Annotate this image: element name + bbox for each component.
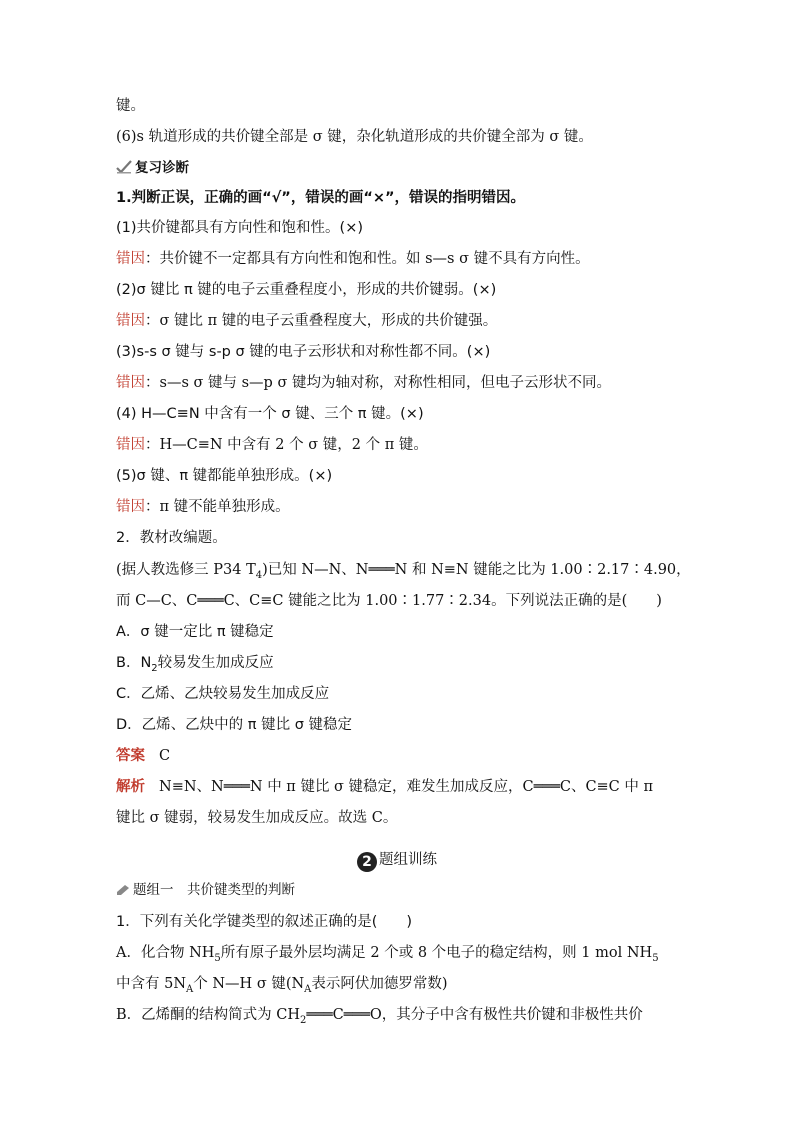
analysis-line-2: 键比 σ 键弱，较易发生加成反应。故选 C。: [116, 810, 398, 826]
group-heading: [116, 880, 295, 902]
stem-text: )已知 N—N、N═══N 和 N≡N 键能之比为 1.00∶2.17∶4.90，: [262, 562, 691, 578]
review-heading-label: 复习诊断: [135, 160, 189, 176]
error-text: ：σ 键比 π 键的电子云重叠程度大，形成的共价键强。: [145, 313, 498, 329]
text-line: 键。: [116, 98, 145, 114]
option-sub: 2: [151, 662, 158, 674]
option-text: 表示阿伏加德罗常数): [311, 976, 448, 992]
stem-text: (据人教选修三 P34 T: [116, 562, 256, 578]
question-2-stem: [116, 560, 691, 586]
error-text: ：H—C≡N 中含有 2 个 σ 键，2 个 π 键。: [145, 437, 428, 453]
option-text: B．乙烯酮的结构简式为 CH: [116, 1007, 301, 1023]
problem-1-option-b: [116, 1005, 643, 1031]
error-reason-2: [116, 311, 497, 331]
option-text: 所有原子最外层均满足 2 个或 8 个电子的稳定结构，则 1 mol NH: [220, 945, 653, 961]
question-2: 2．教材改编题。: [116, 530, 227, 546]
pencil-icon: [116, 882, 130, 902]
error-label: 错因: [116, 251, 145, 267]
answer-value: C: [159, 748, 171, 764]
error-reason-4: [116, 435, 428, 455]
error-text: ：s—s σ 键与 s—p σ 键均为轴对称，对称性相同，但电子云形状不同。: [145, 375, 611, 391]
option-text: B．N: [116, 655, 152, 671]
problem-1: 1．下列有关化学键类型的叙述正确的是( ): [116, 914, 413, 930]
analysis-label: 解析: [116, 779, 145, 795]
group-heading-label: 题组一 共价键类型的判断: [133, 882, 295, 898]
option-text: 中含有 5N: [116, 976, 187, 992]
option-sub: A: [186, 983, 194, 995]
circled-number-icon: 2: [357, 852, 377, 872]
question-1: 1.判断正误，正确的画“√”，错误的画“×”，错误的指明错因。: [116, 190, 526, 206]
option-a: A．σ 键一定比 π 键稳定: [116, 624, 274, 640]
option-text: ═══C═══O，其分子中含有极性共价键和非极性共价: [306, 1007, 643, 1023]
section-title: [0, 848, 794, 872]
option-sub: 5: [214, 952, 221, 964]
answer-line: [116, 746, 170, 766]
text-line: (6)s 轨道形成的共价键全部是 σ 键，杂化轨道形成的共价键全部为 σ 键。: [116, 129, 593, 145]
option-d: D．乙烯、乙炔中的 π 键比 σ 键稳定: [116, 717, 353, 733]
option-text: 个 N—H σ 键(N: [193, 976, 305, 992]
option-text: 较易发生加成反应: [157, 655, 274, 671]
option-sub: 2: [300, 1014, 307, 1026]
answer-label: 答案: [116, 748, 145, 764]
option-text: A．化合物 NH: [116, 945, 215, 961]
question-2-stem-cont: 而 C—C、C═══C、C≡C 键能之比为 1.00∶1.77∶2.34。下列说法正确的是( ): [116, 593, 662, 609]
option-c: C．乙烯、乙炔较易发生加成反应: [116, 686, 330, 702]
item-1: (1)共价键都具有方向性和饱和性。(×): [116, 220, 364, 236]
option-b: [116, 653, 274, 679]
problem-1-option-a: [116, 943, 659, 969]
item-4: (4) H—C≡N 中含有一个 σ 键、三个 π 键。(×): [116, 406, 424, 422]
error-label: 错因: [116, 375, 145, 391]
item-2: (2)σ 键比 π 键的电子云重叠程度小，形成的共价键弱。(×): [116, 282, 497, 298]
error-label: 错因: [116, 437, 145, 453]
review-heading: [116, 158, 189, 180]
error-reason-3: [116, 373, 611, 393]
stem-sub: 4: [255, 569, 263, 581]
error-reason-5: [116, 497, 290, 517]
error-text: ：π 键不能单独形成。: [145, 499, 290, 515]
section-title-label: 题组训练: [379, 852, 437, 868]
item-5: (5)σ 键、π 键都能单独形成。(×): [116, 468, 333, 484]
analysis-text: N≡N、N═══N 中 π 键比 σ 键稳定，难发生加成反应，C═══C、C≡C 中 π: [159, 779, 654, 795]
error-label: 错因: [116, 313, 145, 329]
option-sub: A: [304, 983, 312, 995]
error-text: ：共价键不一定都具有方向性和饱和性。如 s—s σ 键不具有方向性。: [145, 251, 590, 267]
analysis-line-1: [116, 777, 653, 797]
error-label: 错因: [116, 499, 145, 515]
check-pencil-icon: [116, 160, 132, 180]
option-sub: 5: [652, 952, 659, 964]
problem-1-option-a-cont: [116, 974, 448, 1000]
error-reason-1: [116, 249, 590, 269]
item-3: (3)s-s σ 键与 s-p σ 键的电子云形状和对称性都不同。(×): [116, 344, 491, 360]
